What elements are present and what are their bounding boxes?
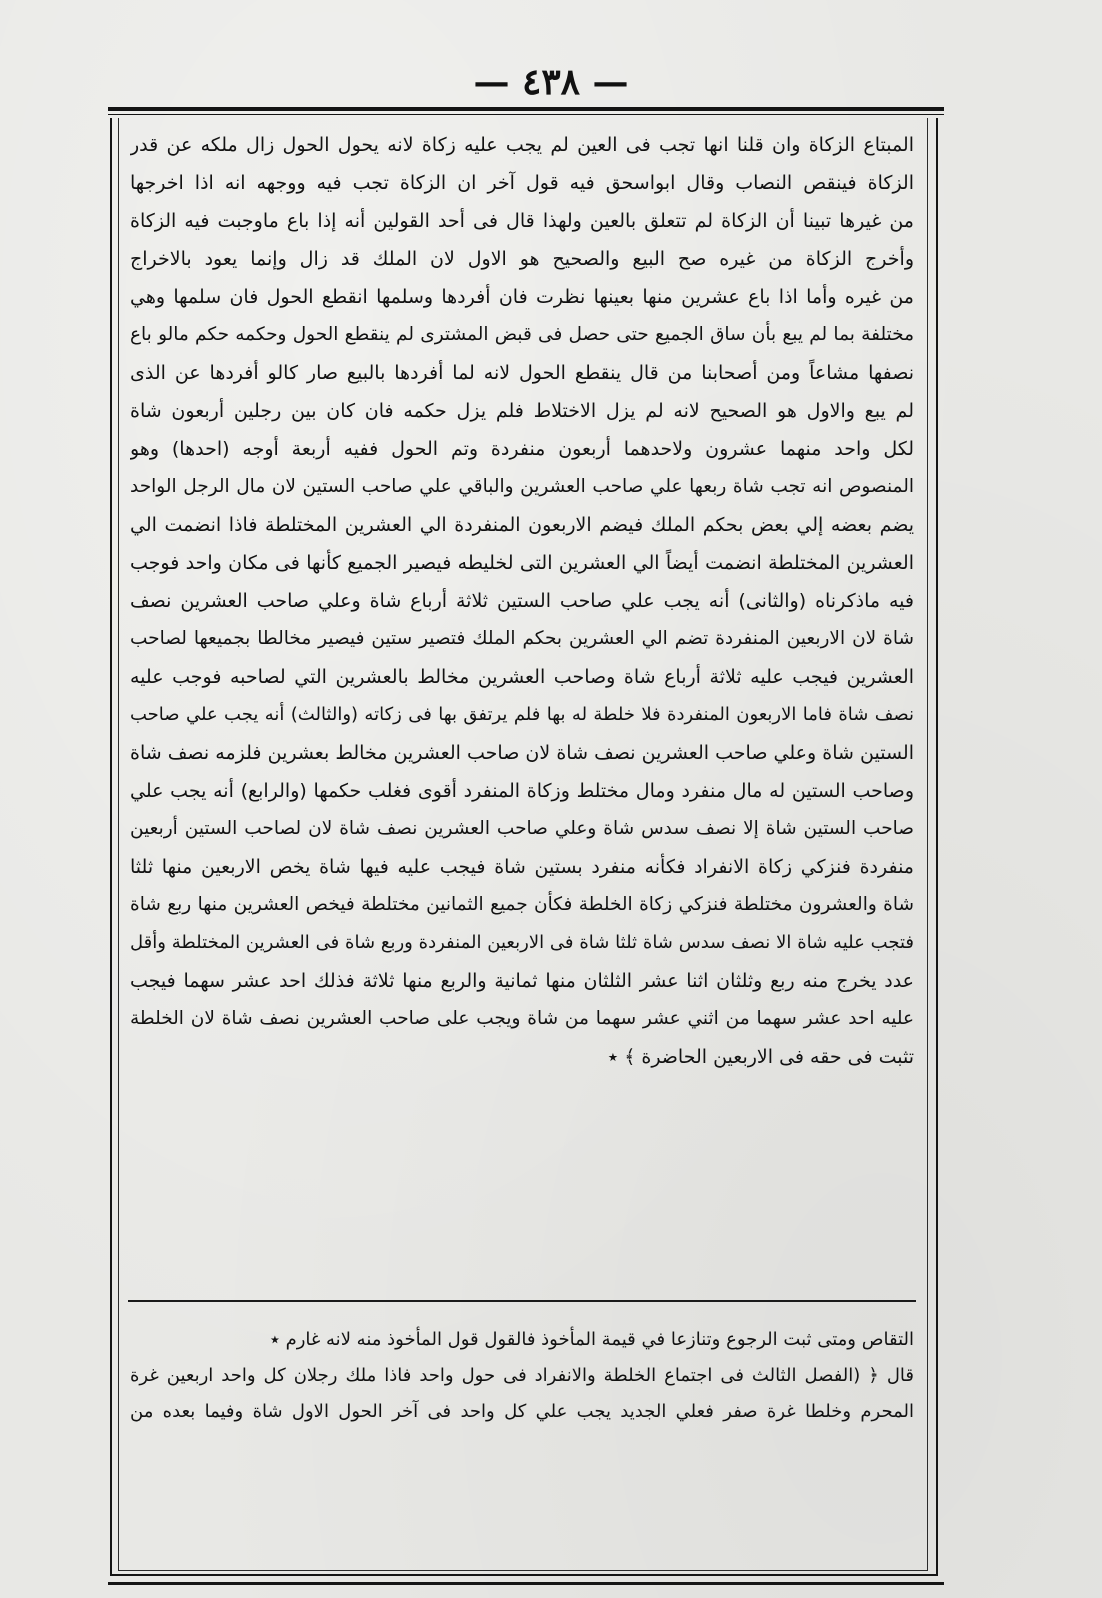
footnote-line: قال ﴿ (الفصل الثالث فى اجتماع الخلطة والانفراد فى حول واحد فاذا ملك رجلان كل واحد اربعين غرة <box>130 1365 914 1386</box>
text-line: يضم بعضه إلي بعض بحكم الملك فيضم الاربعون المنفردة الي العشرين المختلطة فاذا انضمت الي <box>130 514 914 536</box>
footnote-line: التقاص ومتى ثبت الرجوع وتنازعا في قيمة المأخوذ فالقول قول المأخوذ منه لانه غارم ٭ <box>270 1329 914 1350</box>
text-line: الزكاة فينقص النصاب وقال ابواسحق فيه قول آخر ان الزكاة تجب فيه ووجهه انه اذا اخرجها <box>130 172 914 194</box>
footnote-body <box>130 1322 914 1430</box>
text-line: لكل واحد منهما عشرون ولاحدهما أربعون منفردة وتم الحول ففيه أربعة أوجه (احدها) وهو <box>130 438 914 460</box>
text-line: العشرين فيجب عليه ثلاثة أرباع شاة وصاحب العشرين مخالط بالعشرين التي لصاحبه فوجب عليه <box>130 666 914 688</box>
text-line: وأخرج الزكاة من غيره صح البيع والصحيح هو الاول لان الملك قد زال وإنما يعود بالاخراج <box>130 248 914 270</box>
text-line: عدد يخرج منه ربع وثلثان اثنا عشر الثلثان منها ثمانية والربع منها ثلاثة فذلك احد عشر سهما فيجب <box>130 970 914 992</box>
text-line: الستين شاة وعلي صاحب العشرين نصف شاة لان صاحب العشرين مخالط بعشرين فلزمه نصف شاة <box>130 742 914 764</box>
text-line: فتجب عليه شاة الا نصف سدس شاة ثلثا شاة فى الاربعين المنفردة وربع شاة فى العشرين المختلطة وأقل <box>130 932 914 953</box>
text-line: وصاحب الستين له مال منفرد ومال مختلط وزكاة المنفرد أقوى فغلب حكمها (والرابع) أنه يجب علي <box>130 780 914 802</box>
text-line: شاة لان الاربعين المنفردة تضم الي العشرين بحكم الملك فتصير ستين فيصير مخالطا بجميعها لصاحب <box>130 628 914 649</box>
text-line: نصف شاة فاما الاربعون المنفردة فلا خلطة له بها فلم يرتفق بها فى زكاته (والثالث) أنه يجب علي صاحب <box>130 704 914 725</box>
text-line: من غيرها تبينا أن الزكاة لم تتعلق بالعين ولهذا قال فى أحد القولين أنه إذا باع ماوجبت فيه الزكاة <box>130 210 914 232</box>
footnote-line: المحرم وخلطا غرة صفر فعلي الجديد يجب علي كل واحد فى آخر الحول الاول شاة وفيما بعده من <box>130 1401 914 1422</box>
text-line: منفردة فنزكي زكاة الانفراد فكأنه منفرد بستين شاة فيجب عليه فيها شاة يخص الاربعين منها ثلثا <box>130 856 914 878</box>
text-line: فيه ماذكرناه (والثانى) أنه يجب علي صاحب الستين ثلاثة أرباع شاة وعلي صاحب العشرين نصف <box>130 590 914 612</box>
text-line: شاة والعشرون مختلطة فنزكي زكاة الخلطة فكأن جميع الثمانين مختلطة فيخص العشرين منها ربع شاة <box>130 894 914 915</box>
text-line-final: تثبت فى حقه فى الاربعين الحاضرة ﴾ ٭ <box>607 1046 914 1068</box>
page-number: — ٤٣٨ — <box>473 61 629 103</box>
text-line: نصفها مشاعاً ومن أصحابنا من قال ينقطع الحول لانه لما أفردها بالبيع صار كالو أفردها عن الذى <box>130 362 914 384</box>
footnote-separator <box>128 1300 916 1302</box>
text-line: المبتاع الزكاة وان قلنا انها تجب فى العين لم يجب عليه زكاة لانه يحول الحول زال ملكه عن قدر <box>130 134 914 156</box>
text-line: المنصوص انه تجب شاة ربعها علي صاحب العشرين والباقي علي صاحب الستين لان مال الرجل الواحد <box>130 476 914 497</box>
text-line: مختلفة بما لم يبع بأن ساق الجميع حتى حصل فى قبض المشترى لم ينقطع الحول وحكمه حكم مالو باع <box>130 324 914 345</box>
text-line: صاحب الستين شاة إلا نصف سدس شاة وعلي صاحب العشرين نصف شاة لان لصاحب الستين أربعين <box>130 818 914 839</box>
text-line: من غيره وأما اذا باع عشرين منها بعينها نظرت فان أفردها وسلمها انقطع الحول فان سلمها وهي <box>130 286 914 308</box>
header-rule-thin <box>108 114 944 115</box>
text-line: عليه احد عشر سهما من اثني عشر سهما من شاة ويجب على صاحب العشرين نصف شاة لان الخلطة <box>130 1008 914 1029</box>
text-line: لم يبع والاول هو الصحيح لانه لم يزل الاختلاط فلم يزل حكمه فان كان بين رجلين أربعون شاة <box>130 400 914 422</box>
header-rule-thick <box>108 107 944 111</box>
text-line: العشرين المختلطة انضمت أيضاً الي العشرين التى لخليطه فيصير الجميع كأنها فى مكان واحد فوجب <box>130 552 914 574</box>
main-text-body <box>130 126 914 1076</box>
footer-rule <box>108 1582 944 1585</box>
